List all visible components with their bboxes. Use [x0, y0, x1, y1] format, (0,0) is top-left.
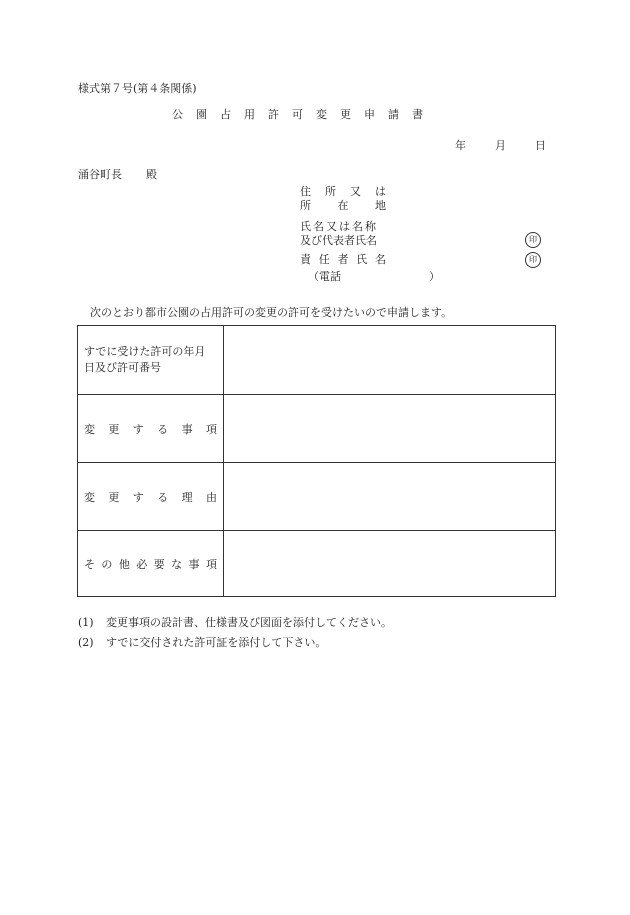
title-char: 書	[412, 108, 423, 121]
title-char: 更	[340, 108, 351, 121]
title-char: 占	[220, 108, 231, 121]
phone-label: （電話	[308, 270, 341, 283]
title-char: 請	[388, 108, 399, 121]
document-title	[172, 106, 436, 122]
table-row	[78, 326, 555, 394]
phone-close: ）	[429, 270, 440, 283]
row-value-field[interactable]	[224, 463, 555, 530]
application-table	[77, 325, 556, 597]
notes	[78, 613, 392, 653]
row-label: 変 更 す る 事 項	[78, 395, 224, 462]
row-label: 変 更 す る 理 由	[78, 463, 224, 530]
addressee-name: 涌谷町長	[78, 168, 122, 181]
addressee	[78, 166, 157, 182]
addressee-honorific: 殿	[146, 168, 157, 181]
title-char: 申	[364, 108, 375, 121]
title-char: 公	[172, 108, 183, 121]
row-label: そ の 他 必 要 な 事 項	[78, 531, 224, 596]
date-day-label: 日	[535, 139, 546, 152]
title-char: 変	[316, 108, 327, 121]
row-label: すでに受けた許可の年月 日及び許可番号	[78, 326, 224, 394]
title-char: 用	[244, 108, 255, 121]
applicant-name-label: 氏名又は名称 及び代表者氏名	[300, 220, 378, 247]
row-value-field[interactable]	[224, 395, 555, 462]
seal-mark: 印	[525, 252, 541, 268]
date-month-label: 月	[495, 139, 506, 152]
title-char: 園	[196, 108, 207, 121]
table-row	[78, 394, 555, 462]
date-line	[455, 137, 546, 153]
title-char: 可	[292, 108, 303, 121]
table-row	[78, 462, 555, 530]
form-number: 様式第７号(第４条関係)	[78, 82, 197, 95]
date-year-label: 年	[455, 139, 466, 152]
note-item: (2) すでに交付された許可証を添付して下さい。	[78, 636, 327, 649]
row-value-field[interactable]	[224, 326, 555, 394]
phone-field	[308, 268, 440, 284]
responsible-person-label: 責 任 者 氏 名	[300, 253, 386, 266]
table-row	[78, 530, 555, 596]
intro-text: 次のとおり都市公園の占用許可の変更の許可を受けたいので申請します。	[90, 306, 453, 319]
row-value-field[interactable]	[224, 531, 555, 596]
seal-mark: 印	[525, 232, 541, 248]
title-char: 許	[268, 108, 279, 121]
applicant-address-label: 住 所 又 は 所 在 地	[300, 185, 386, 212]
note-item: (1) 変更事項の設計書、仕様書及び図面を添付してください。	[78, 616, 392, 629]
